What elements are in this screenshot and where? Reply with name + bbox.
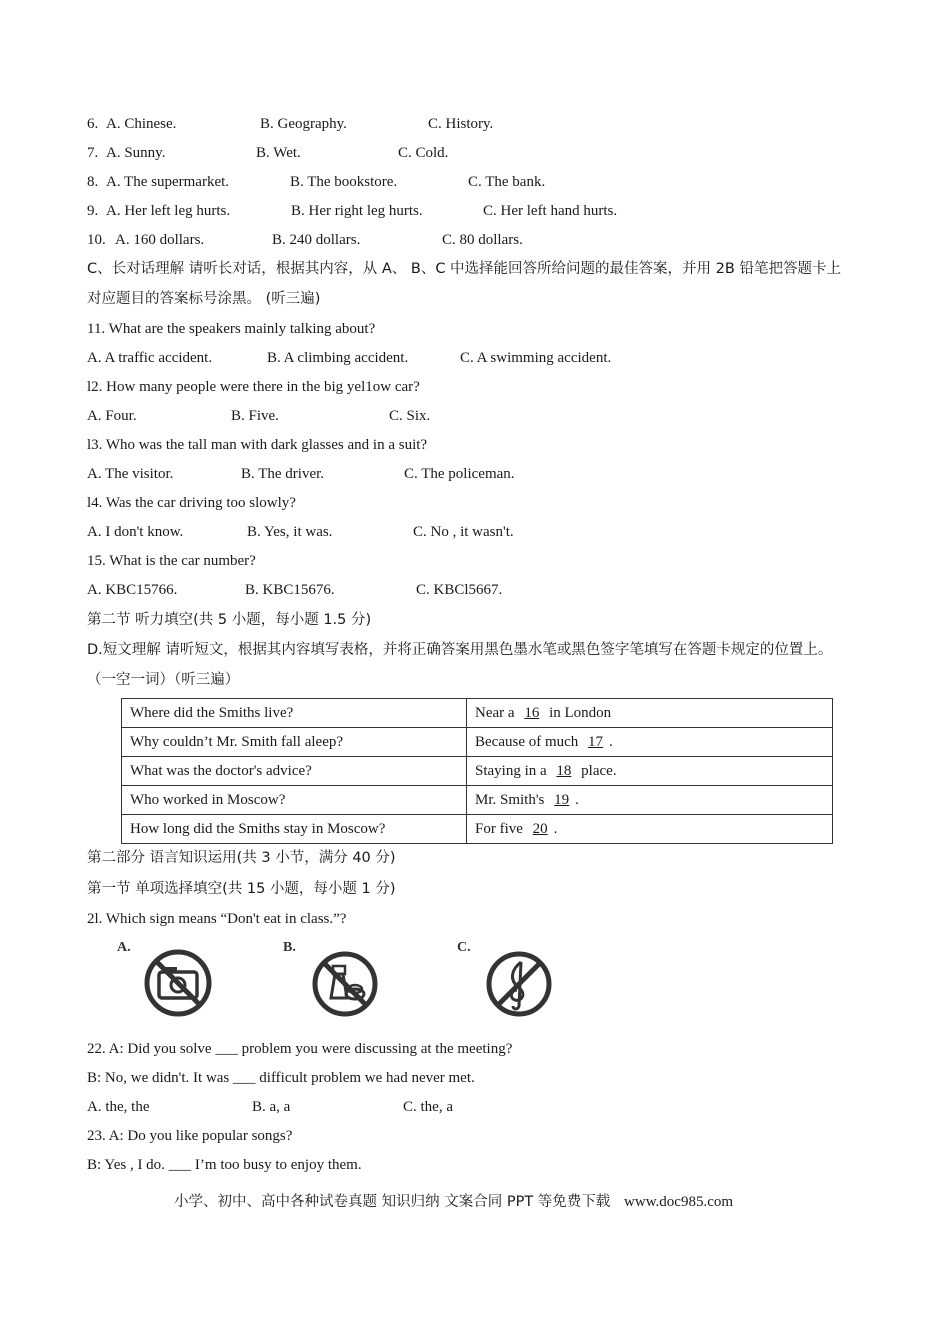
answer-suffix: . bbox=[575, 792, 579, 808]
section-listening-fill-title: 第二节 听力填空(共 5 小题，每小题 1.5 分) bbox=[87, 612, 372, 628]
question-13-stem: l3. Who was the tall man with dark glasses and in a suit? bbox=[87, 437, 428, 453]
option-b: B. Five. bbox=[231, 408, 279, 424]
option-b: B. A climbing accident. bbox=[267, 350, 409, 366]
footer-url[interactable]: www.doc985.com bbox=[624, 1194, 734, 1210]
answer-blank: 16 bbox=[524, 705, 540, 721]
answer-blank: 17 bbox=[588, 734, 604, 750]
table-row bbox=[122, 815, 833, 844]
table-question: How long did the Smiths stay in Moscow? bbox=[122, 815, 467, 844]
answer-prefix: Because of much bbox=[475, 734, 579, 750]
question-23-a: 23. A: Do you like popular songs? bbox=[87, 1128, 293, 1144]
answer-prefix: Near a bbox=[475, 705, 515, 721]
sign-label-b: B. bbox=[283, 940, 296, 955]
option-b: B. Her right leg hurts. bbox=[291, 203, 423, 219]
answer-suffix: in London bbox=[549, 705, 612, 721]
table-row bbox=[122, 699, 833, 728]
no-food-icon bbox=[311, 950, 379, 1018]
question-22-a: 22. A: Did you solve ___ problem you were discussing at the meeting? bbox=[87, 1041, 513, 1057]
option-a: A. A traffic accident. bbox=[87, 350, 213, 366]
option-c: C. KBCl5667. bbox=[416, 582, 503, 598]
option-c: C. A swimming accident. bbox=[460, 350, 612, 366]
option-a: A. Sunny. bbox=[106, 145, 166, 161]
answer-blank: 19 bbox=[554, 792, 570, 808]
option-c: C. No , it wasn't. bbox=[413, 524, 514, 540]
option-a: A. The supermarket. bbox=[106, 174, 230, 190]
option-a: A. 160 dollars. bbox=[115, 232, 205, 248]
option-c: C. 80 dollars. bbox=[442, 232, 523, 248]
question-14-stem: l4. Was the car driving too slowly? bbox=[87, 495, 296, 511]
table-question: Who worked in Moscow? bbox=[122, 786, 467, 815]
table-answer bbox=[467, 757, 833, 786]
table-question: What was the doctor's advice? bbox=[122, 757, 467, 786]
question-number: 7. bbox=[87, 145, 99, 161]
question-15-stem: 15. What is the car number? bbox=[87, 553, 256, 569]
option-a: A. Chinese. bbox=[106, 116, 177, 132]
question-22-b: B: No, we didn't. It was ___ difficult problem we had never met. bbox=[87, 1070, 475, 1086]
question-12-stem: l2. How many people were there in the big yel1ow car? bbox=[87, 379, 420, 395]
table-row bbox=[122, 786, 833, 815]
footer-text: 小学、初中、高中各种试卷真题 知识归纳 文案合同 PPT 等免费下载 bbox=[174, 1194, 611, 1210]
signs-image bbox=[113, 938, 578, 1030]
option-b: B. KBC15676. bbox=[245, 582, 335, 598]
question-number: 9. bbox=[87, 203, 99, 219]
option-a: A. I don't know. bbox=[87, 524, 184, 540]
question-21-stem: 2l. Which sign means “Don't eat in class.”? bbox=[87, 911, 347, 927]
option-c: C. the, a bbox=[403, 1099, 453, 1115]
option-c: C. Cold. bbox=[398, 145, 449, 161]
answer-blank: 20 bbox=[532, 821, 548, 837]
question-number: 8. bbox=[87, 174, 99, 190]
page-footer bbox=[174, 1190, 733, 1211]
section-d-instruction: D.短文理解 请听短文，根据其内容填写表格，并将正确答案用黑色墨水笔或黑色签字笔填写在答题卡规定的位置上。（一空一词）（听三遍） bbox=[87, 642, 833, 688]
sign-label-c: C. bbox=[457, 940, 471, 955]
option-c: C. History. bbox=[428, 116, 494, 132]
option-b: B. Wet. bbox=[256, 145, 301, 161]
part-2-title: 第二部分 语言知识运用(共 3 小节，满分 40 分) bbox=[87, 850, 396, 866]
option-b: B. Geography. bbox=[260, 116, 347, 132]
table-question: Why couldn’t Mr. Smith fall aleep? bbox=[122, 728, 467, 757]
table-answer bbox=[467, 815, 833, 844]
option-c: C. Six. bbox=[389, 408, 431, 424]
table-answer bbox=[467, 728, 833, 757]
table-answer bbox=[467, 786, 833, 815]
answer-suffix: . bbox=[553, 821, 558, 837]
part-2-section-1-title: 第一节 单项选择填空(共 15 小题，每小题 1 分) bbox=[87, 881, 396, 897]
option-a: A. Four. bbox=[87, 408, 137, 424]
answer-blank: 18 bbox=[556, 763, 572, 779]
sign-label-a: A. bbox=[117, 940, 131, 955]
answer-prefix: For five bbox=[475, 821, 523, 837]
option-a: A. KBC15766. bbox=[87, 582, 178, 598]
option-a: A. the, the bbox=[87, 1099, 150, 1115]
question-23-b: B: Yes , I do. ___ I’m too busy to enjoy them. bbox=[87, 1157, 362, 1173]
answer-prefix: Staying in a bbox=[475, 763, 547, 779]
table-question: Where did the Smiths live? bbox=[122, 699, 467, 728]
question-number: 10. bbox=[87, 232, 106, 248]
section-c-instruction: C、长对话理解 请听长对话，根据其内容，从 A、 B、C 中选择能回答所给问题的最佳答案，并用 2B 铅笔把答题卡上对应题目的答案标号涂黑。 (听三遍) bbox=[87, 261, 841, 307]
no-camera-icon bbox=[143, 948, 213, 1018]
question-number: 6. bbox=[87, 116, 99, 132]
answer-suffix: . bbox=[609, 734, 613, 750]
answer-suffix: place. bbox=[581, 763, 617, 779]
table-row bbox=[122, 728, 833, 757]
option-b: B. 240 dollars. bbox=[272, 232, 361, 248]
no-music-icon bbox=[485, 950, 553, 1018]
option-c: C. The policeman. bbox=[404, 466, 515, 482]
table-answer bbox=[467, 699, 833, 728]
answer-prefix: Mr. Smith's bbox=[475, 792, 545, 808]
option-b: B. The bookstore. bbox=[290, 174, 398, 190]
fill-in-table bbox=[121, 698, 833, 844]
option-b: B. The driver. bbox=[241, 466, 325, 482]
table-row bbox=[122, 757, 833, 786]
option-a: A. The visitor. bbox=[87, 466, 174, 482]
option-c: C. Her left hand hurts. bbox=[483, 203, 618, 219]
option-c: C. The bank. bbox=[468, 174, 546, 190]
question-11-stem: 11. What are the speakers mainly talking about? bbox=[87, 321, 376, 337]
option-b: B. Yes, it was. bbox=[247, 524, 333, 540]
option-b: B. a, a bbox=[252, 1099, 291, 1115]
option-a: A. Her left leg hurts. bbox=[106, 203, 231, 219]
